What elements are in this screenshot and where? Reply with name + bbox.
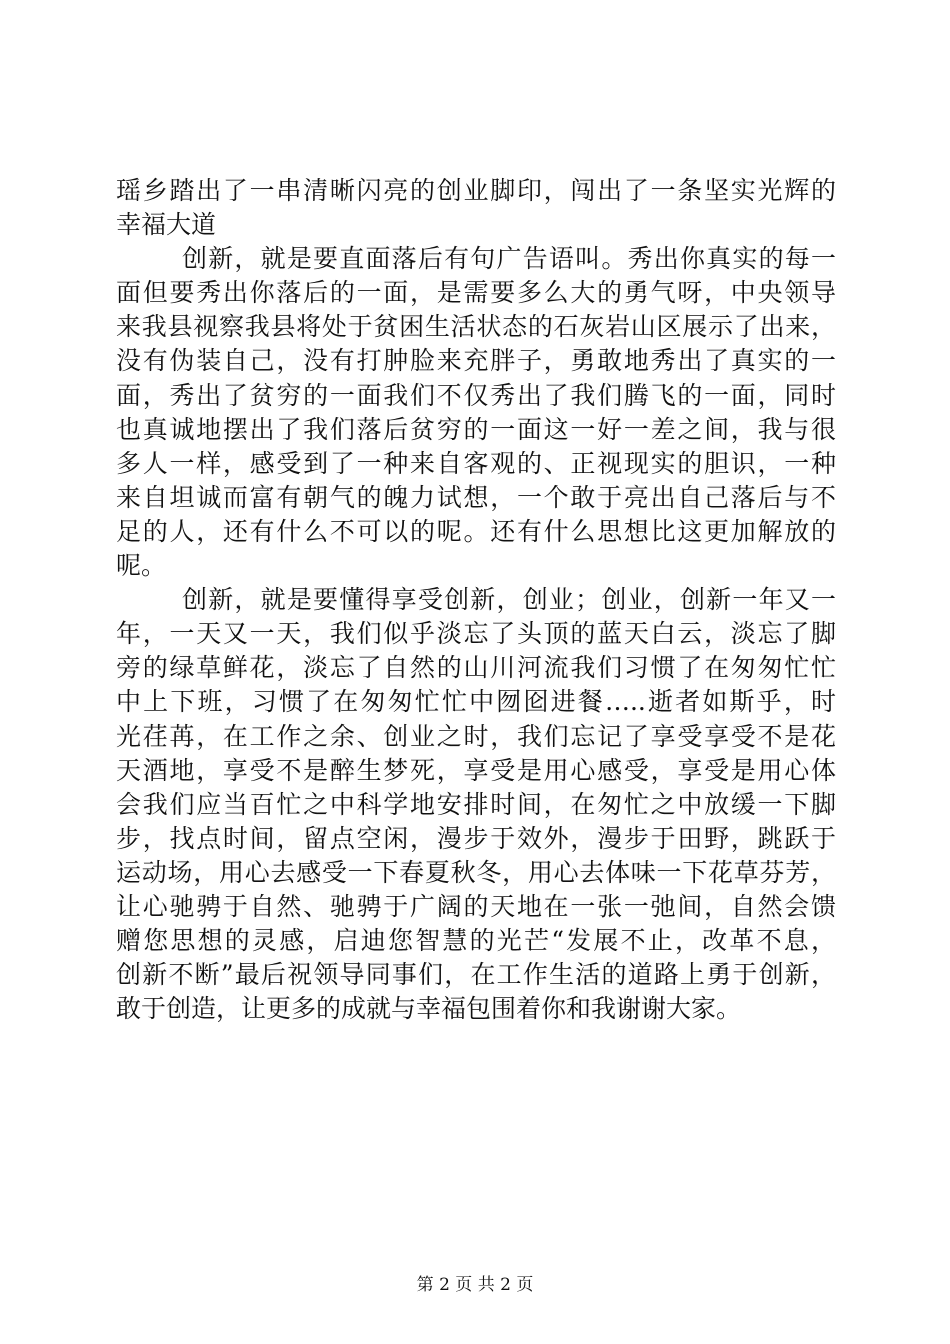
text-line: 足的人，还有什么不可以的呢。还有什么思想比这更加解放的 xyxy=(116,516,836,546)
text-line: 步，找点时间，留点空闲，漫步于效外，漫步于田野，跳跃于 xyxy=(116,823,836,853)
page-number-footer: 第 2 页 共 2 页 xyxy=(416,1275,534,1295)
text-line: 面，秀出了贫穷的一面我们不仅秀出了我们腾飞的一面，同时 xyxy=(116,380,836,410)
text-line: 让心驰骋于自然、驰骋于广阔的天地在一张一弛间，自然会馈 xyxy=(116,891,836,921)
text-line: 运动场，用心去感受一下春夏秋冬，用心去体味一下花草芬芳， xyxy=(116,857,836,887)
paragraph-3 xyxy=(116,583,836,1026)
text-line: 年，一天又一天，我们似乎淡忘了头顶的蓝天白云，淡忘了脚 xyxy=(116,619,836,649)
text-line: 创新，就是要懂得享受创新，创业；创业，创新一年又一 xyxy=(182,585,836,615)
paragraph-2 xyxy=(116,242,836,583)
text-line: 创新，就是要直面落后有句广告语叫。秀出你真实的每一 xyxy=(182,244,836,274)
text-line: 光荏苒，在工作之余、创业之时，我们忘记了享受享受不是花 xyxy=(116,721,836,751)
text-line: 旁的绿草鲜花，淡忘了自然的山川河流我们习惯了在匆匆忙忙 xyxy=(116,653,836,683)
text-line: 天酒地，享受不是醉生梦死，享受是用心感受，享受是用心体 xyxy=(116,755,836,785)
text-line: 敢于创造，让更多的成就与幸福包围着你和我谢谢大家。 xyxy=(116,994,742,1024)
text-line: 也真诚地摆出了我们落后贫穷的一面这一好一差之间，我与很 xyxy=(116,414,836,444)
text-line: 会我们应当百忙之中科学地安排时间，在匆忙之中放缓一下脚 xyxy=(116,789,836,819)
text-line: 中上下班，习惯了在匆匆忙忙中囫囵进餐…..逝者如斯乎，时 xyxy=(116,687,836,717)
text-line: 没有伪装自己，没有打肿脸来充胖子，勇敢地秀出了真实的一 xyxy=(116,346,836,376)
text-line: 赠您思想的灵感，启迪您智慧的光芒“发展不止，改革不息， xyxy=(116,926,836,956)
text-line: 瑶乡踏出了一串清晰闪亮的创业脚印，闯出了一条坚实光辉的 xyxy=(116,176,836,205)
text-line: 幸福大道 xyxy=(116,210,217,240)
text-line: 面但要秀出你落后的一面，是需要多么大的勇气呀，中央领导 xyxy=(116,278,836,308)
text-line: 创新不断”最后祝领导同事们，在工作生活的道路上勇于创新， xyxy=(116,960,836,990)
text-line: 来我县视察我县将处于贫困生活状态的石灰岩山区展示了出来， xyxy=(116,312,836,342)
document-body xyxy=(116,174,836,1026)
text-line: 呢。 xyxy=(116,551,167,581)
text-line: 来自坦诚而富有朝气的魄力试想，一个敢于亮出自己落后与不 xyxy=(116,482,836,512)
text-line: 多人一样，感受到了一种来自客观的、正视现实的胆识，一种 xyxy=(116,448,836,478)
paragraph-1 xyxy=(116,174,836,242)
